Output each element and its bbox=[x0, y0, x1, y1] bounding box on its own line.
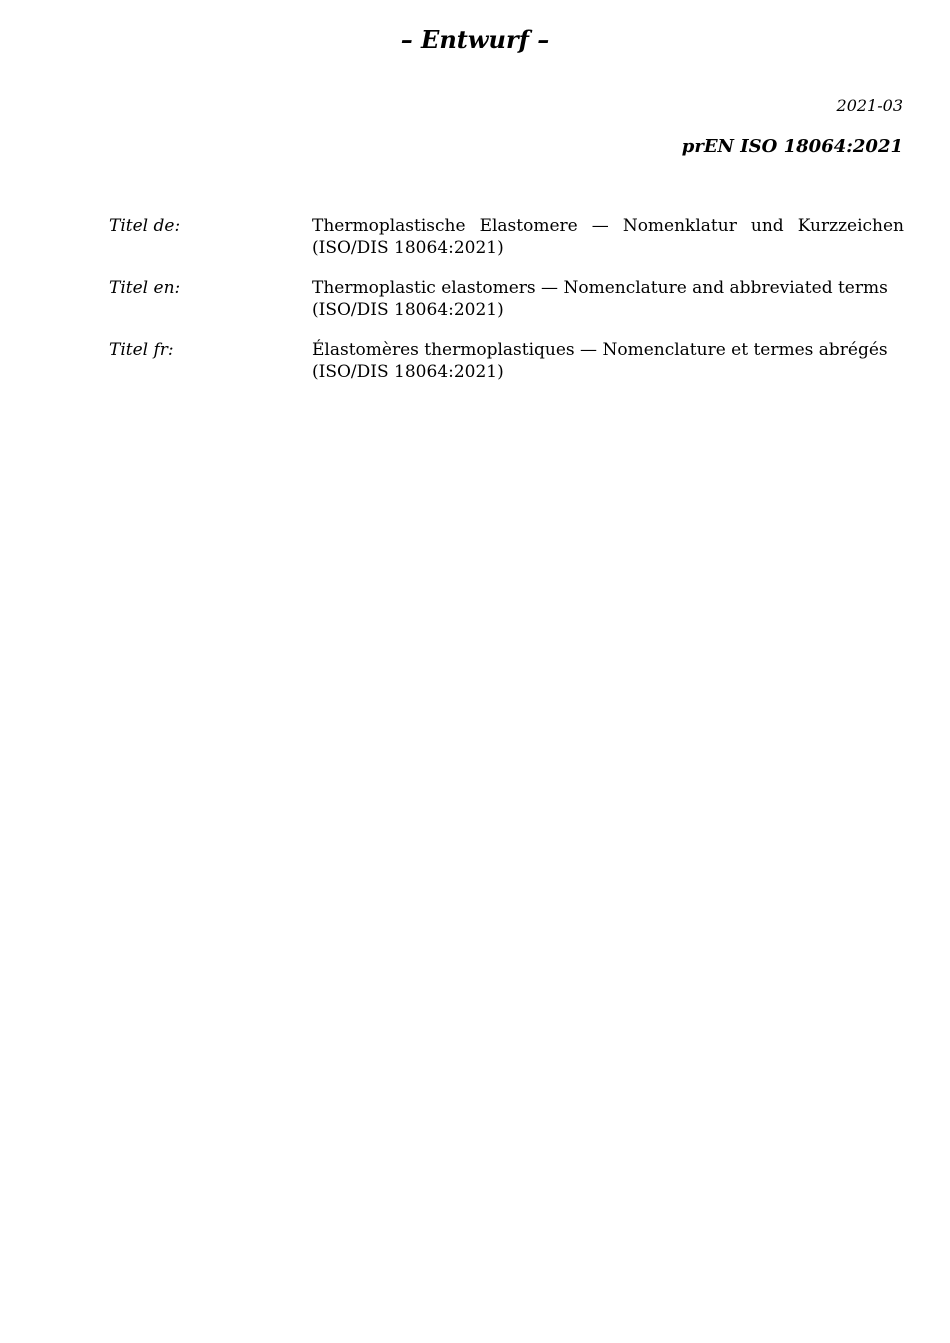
title-fr-main: Élastomères thermoplastiques — Nomenclature et termes abrégés bbox=[312, 340, 888, 360]
title-en-main: Thermoplastic elastomers — Nomenclature and abbreviated terms bbox=[312, 278, 888, 298]
title-en-reference: (ISO/DIS 18064:2021) bbox=[312, 300, 504, 320]
title-de-main: Thermoplastische Elastomere — Nomenklatur und Kurzzeichen bbox=[312, 216, 904, 236]
document-date: 2021-03 bbox=[836, 96, 903, 115]
draft-heading: – Entwurf – bbox=[400, 25, 550, 54]
title-label-en: Titel en: bbox=[109, 278, 181, 298]
title-de-reference: (ISO/DIS 18064:2021) bbox=[312, 238, 504, 258]
title-row-de bbox=[109, 215, 904, 259]
document-number: prEN ISO 18064:2021 bbox=[681, 136, 903, 157]
title-row-en bbox=[109, 277, 904, 321]
title-row-fr bbox=[109, 339, 904, 383]
title-list bbox=[109, 215, 904, 401]
title-text-de bbox=[312, 215, 904, 259]
title-text-fr bbox=[312, 339, 904, 383]
title-label-de: Titel de: bbox=[109, 216, 181, 236]
title-fr-reference: (ISO/DIS 18064:2021) bbox=[312, 362, 504, 382]
title-text-en bbox=[312, 277, 904, 321]
title-label-fr: Titel fr: bbox=[109, 340, 174, 360]
